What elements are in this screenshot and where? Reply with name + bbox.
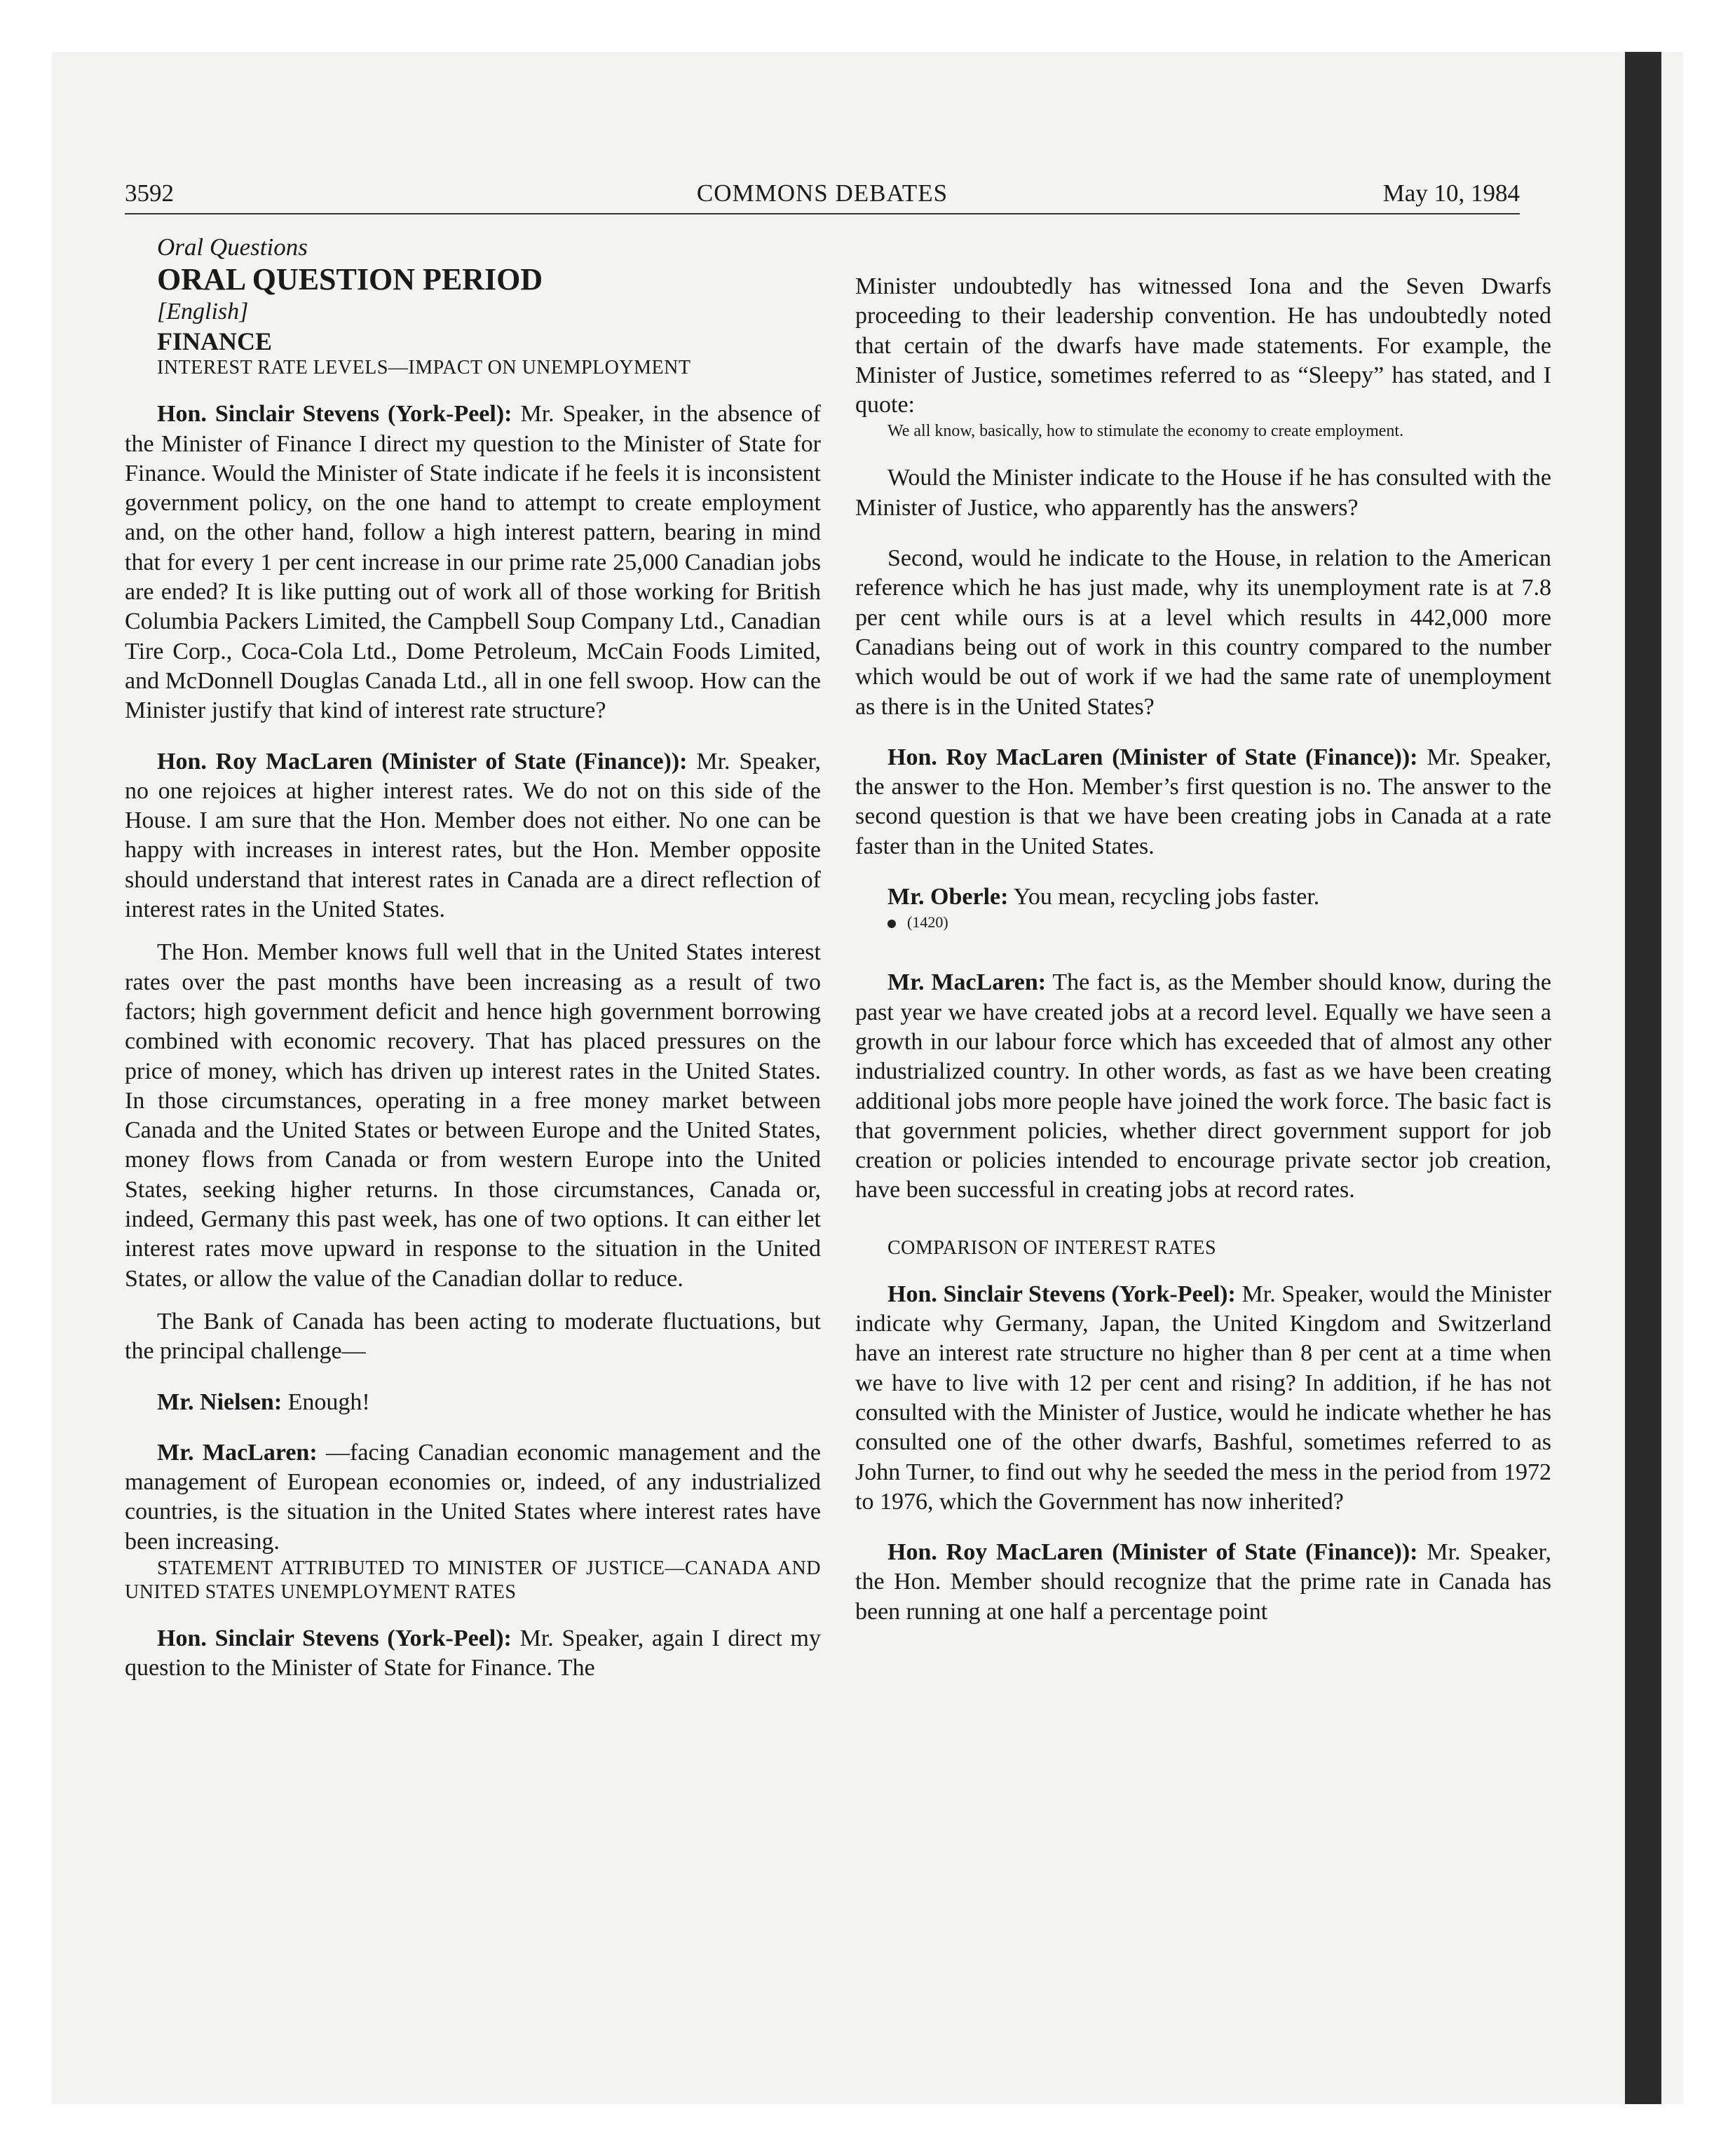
left-column xyxy=(125,233,821,1684)
speech-text: Mr. Speaker, the Hon. Member should recognize that the prime rate in Canada has been running at one half a percentage point xyxy=(855,1539,1551,1625)
topic-heading: STATEMENT ATTRIBUTED TO MINISTER OF JUSTICE—CANADA AND UNITED STATES UNEMPLOYMENT RATES xyxy=(125,1557,821,1603)
paragraph xyxy=(125,1438,821,1557)
speech-text: —facing Canadian economic management and the management of European economies or, indeed, of any industrialized countries, is the situation in the United States where interest rates have been increasing. xyxy=(125,1439,822,1555)
speech-text: Mr. Speaker, the answer to the Hon. Member’s first question is no. The answer to the second question is that we have been creating jobs in Canada at a rate faster than in the United States. xyxy=(855,744,1551,859)
page-header xyxy=(125,179,1520,214)
topic-heading: INTEREST RATE LEVELS—IMPACT ON UNEMPLOYMENT xyxy=(157,357,691,379)
speech-text: Mr. Speaker, in the absence of the Minister of Finance I direct my question to the Minister of State for Finance. Would the Minister of State indicate if he feels it is inconsistent government policy, on the one hand to attempt to create employment and, on the other hand, follow a high interest pattern, bearing in mind that for every 1 per cent increase in our prime rate 25,000 Canadian jobs are ended? It is like putting out of work all of those working for British Columbia Packers Limited, the Campbell Soup Company Ltd., Canadian Tire Corp., Coca-Cola Ltd., Dome Petroleum, McCain Foods Limited, and McDonnell Douglas Canada Ltd., all in one fell swoop. How can the Minister justify that kind of interest rate structure? xyxy=(125,401,821,724)
speaker-name: Hon. Sinclair Stevens (York-Peel): xyxy=(157,1625,512,1651)
time-marker-text: (1420) xyxy=(907,913,948,932)
page-number: 3592 xyxy=(125,179,174,207)
speaker-name: Hon. Sinclair Stevens (York-Peel): xyxy=(157,401,512,428)
speaker-name: Hon. Roy MacLaren (Minister of State (Finance)): xyxy=(157,748,688,775)
publication-date: May 10, 1984 xyxy=(1382,179,1520,207)
scan-edge-shadow xyxy=(1625,52,1661,2104)
paragraph xyxy=(855,1538,1551,1627)
paragraph: The Hon. Member knows full well that in the United States interest rates over the past months have been increasing as a result of two factors; high government deficit and hence high government borrowing combined with economic recovery. That has placed pressures on the price of money, which has driven up interest rates in the United States. In those circumstances, operating in a free money market between Canada and the United States or between Europe and the United States, money flows from Canada or from western Europe into the United States, seeking higher returns. In those circumstances, Canada or, indeed, Germany this past week, has one of two options. It can either let interest rates move upward in response to the situation in the United States, or allow the value of the Canadian dollar to reduce. xyxy=(125,939,821,1292)
paragraph: The Bank of Canada has been acting to moderate fluctuations, but the principal challenge— xyxy=(125,1308,821,1365)
paragraph xyxy=(855,882,1551,912)
right-column xyxy=(855,272,1551,1627)
paragraph xyxy=(855,1280,1551,1517)
speaker-name: Mr. MacLaren: xyxy=(887,969,1047,996)
publication-title: COMMONS DEBATES xyxy=(696,179,948,207)
paragraph: Second, would he indicate to the House, in relation to the American reference which he has just made, why its unemployment rate is at 7.8 per cent while ours is at a level which results in 442,000 more Canadians being out of work in this country compared to the number which would be out of work if we had the same rate of unemployment as there is in the United States? xyxy=(855,545,1551,720)
speech-text: Mr. Speaker, would the Minister indicate why Germany, Japan, the United Kingdom and Switzerland have an interest rate structure no higher than 8 per cent at a time when we have to live with 12 per cent and rising? In addition, if he has not consulted with the Minister of Justice, would he indicate whether he has consulted one of the other dwarfs, Bashful, sometimes referred to as John Turner, to find out why he seeded the mess in the period from 1972 to 1976, which the Government has now inherited? xyxy=(855,1281,1552,1515)
speech-text: You mean, recycling jobs faster. xyxy=(1008,884,1320,910)
paragraph: Would the Minister indicate to the House if he has consulted with the Minister of Justice, who apparently has the answers? xyxy=(855,465,1551,521)
block-quote: We all know, basically, how to stimulate the economy to create employment. xyxy=(887,422,1404,441)
speaker-name: Hon. Roy MacLaren (Minister of State (Finance)): xyxy=(887,744,1418,770)
time-marker xyxy=(855,912,1551,933)
subject-heading: FINANCE xyxy=(157,327,273,356)
bullet-icon xyxy=(887,920,896,928)
topic-heading: COMPARISON OF INTEREST RATES xyxy=(887,1236,1217,1259)
paragraph xyxy=(125,400,821,725)
speaker-name: Hon. Sinclair Stevens (York-Peel): xyxy=(887,1281,1236,1307)
speech-text: Enough! xyxy=(282,1389,370,1415)
speaker-name: Mr. Oberle: xyxy=(887,884,1009,910)
paragraph xyxy=(855,968,1551,1205)
paragraph xyxy=(125,747,821,925)
speaker-name: Mr. MacLaren: xyxy=(157,1439,318,1466)
speaker-name: Hon. Roy MacLaren (Minister of State (Finance)): xyxy=(887,1539,1418,1566)
paragraph: Minister undoubtedly has witnessed Iona and the Seven Dwarfs proceeding to their leadership convention. He has undoubtedly noted that certain of the dwarfs have made statements. For example, the Minister of Justice, sometimes referred to as “Sleepy” has stated, and I quote: xyxy=(855,273,1551,418)
paragraph xyxy=(125,1624,821,1684)
language-tag: [English] xyxy=(157,299,249,325)
paragraph xyxy=(125,1388,821,1417)
main-heading: ORAL QUESTION PERIOD xyxy=(157,262,543,296)
speech-text: The fact is, as the Member should know, during the past year we have created jobs at a record level. Equally we have seen a growth in our labour force which has exceeded that of almost any other industrialized country. In other words, as fast as we have been creating additional jobs more people have joined the work force. The basic fact is that government policies, whether direct government support for job creation or policies intended to encourage private sector job creation, have been successful in creating jobs at record rates. xyxy=(855,969,1552,1203)
section-label: Oral Questions xyxy=(157,233,308,261)
paragraph xyxy=(855,743,1551,861)
speech-text: Mr. Speaker, again I direct my question to the Minister of State for Finance. The xyxy=(125,1625,821,1681)
speech-text: Mr. Speaker, no one rejoices at higher interest rates. We do not on this side of the House. I am sure that the Hon. Member does not either. No one can be happy with increases in interest rates, but the Hon. Member opposite should understand that interest rates in Canada are a direct reflection of interest rates in the United States. xyxy=(125,748,821,923)
speaker-name: Mr. Nielsen: xyxy=(157,1389,283,1415)
